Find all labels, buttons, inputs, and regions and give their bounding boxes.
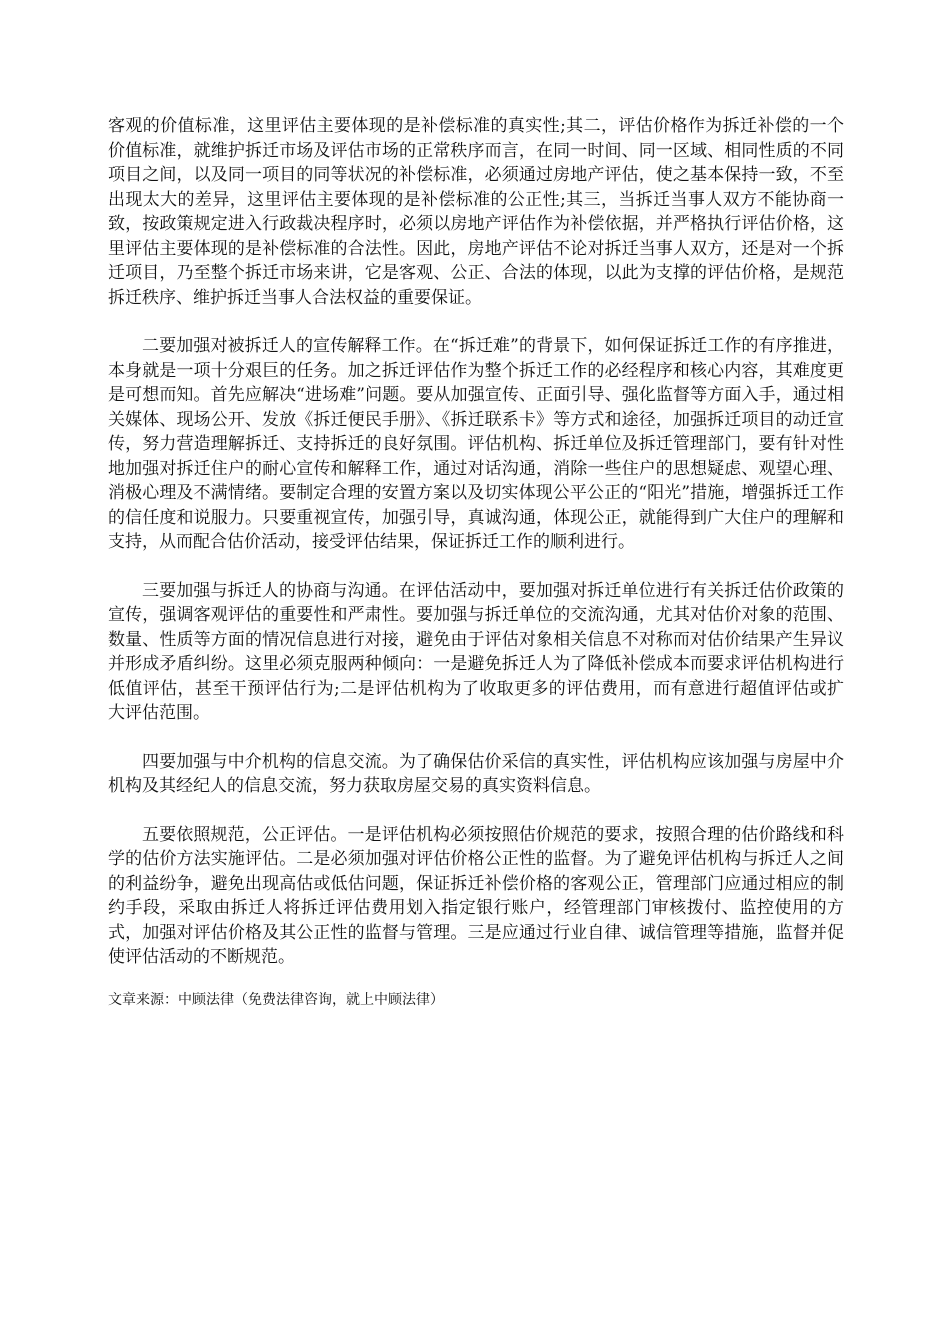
article-source: 文章来源：中顾法律（免费法律咨询，就上中顾法律） [108,991,444,1008]
paragraph-5: 五要依照规范，公正评估。一是评估机构必须按照估价规范的要求，按照合理的估价路线和科学的估价方法实施评估。二是必须加强对评估价格公正性的监督。为了避免评估机构与拆迁人之间的利益纷争，避免出现高估或低估问题，保证拆迁补偿价格的客观公正，管理部门应通过相应的制约手段，采取由拆迁人将拆迁评估费用划入指定银行账户，经管理部门审核拨付、监控使用的方式，加强对评估价格及其公正性的监督与管理。三是应通过行业自律、诚信管理等措施，监督并促使评估活动的不断规范。 [108,824,844,967]
paragraph-4: 四要加强与中介机构的信息交流。为了确保估价采信的真实性，评估机构应该加强与房屋中介机构及其经纪人的信息交流，努力获取房屋交易的真实资料信息。 [108,751,844,796]
paragraph-3: 三要加强与拆迁人的协商与沟通。在评估活动中，要加强对拆迁单位进行有关拆迁估价政策的宣传，强调客观评估的重要性和严肃性。要加强与拆迁单位的交流沟通，尤其对估价对象的范围、数量、性质等方面的情况信息进行对接，避免由于评估对象相关信息不对称而对估价结果产生异议并形成矛盾纠纷。这里必须克服两种倾向：一是避免拆迁人为了降低补偿成本而要求评估机构进行低值评估，甚至干预评估行为;二是评估机构为了收取更多的评估费用，而有意进行超值评估或扩大评估范围。 [108,580,844,723]
paragraph-2: 二要加强对被拆迁人的宣传解释工作。在“拆迁难”的背景下，如何保证拆迁工作的有序推进，本身就是一项十分艰巨的任务。加之拆迁评估作为整个拆迁工作的必经程序和核心内容，其难度更是可想而知。首先应解决“进场难”问题。要从加强宣传、正面引导、强化监督等方面入手，通过相关媒体、现场公开、发放《拆迁便民手册》、《拆迁联系卡》等方式和途径，加强拆迁项目的动迁宣传，努力营造理解拆迁、支持拆迁的良好氛围。评估机构、拆迁单位及拆迁管理部门，要有针对性地加强对拆迁住户的耐心宣传和解释工作，通过对话沟通，消除一些住户的思想疑虑、观望心理、消极心理及不满情绪。要制定合理的安置方案以及切实体现公平公正的“阳光”措施，增强拆迁工作的信任度和说服力。只要重视宣传，加强引导，真诚沟通，体现公正，就能得到广大住户的理解和支持，从而配合估价活动，接受评估结果，保证拆迁工作的顺利进行。 [108,336,844,552]
paragraph-1: 客观的价值标准，这里评估主要体现的是补偿标准的真实性;其二，评估价格作为拆迁补偿的一个价值标准，就维护拆迁市场及评估市场的正常秩序而言，在同一时间、同一区域、相同性质的不同项目之间，以及同一项目的同等状况的补偿标准，必须通过房地产评估，使之基本保持一致，不至出现太大的差异，这里评估主要体现的是补偿标准的公正性;其三，当拆迁当事人双方不能协商一致，按政策规定进入行政裁决程序时，必须以房地产评估作为补偿依据，并严格执行评估价格，这里评估主要体现的是补偿标准的合法性。因此，房地产评估不论对拆迁当事人双方，还是对一个拆迁项目，乃至整个拆迁市场来讲，它是客观、公正、合法的体现，以此为支撑的评估价格，是规范拆迁秩序、维护拆迁当事人合法权益的重要保证。 [108,116,844,308]
document-body [108,114,844,1010]
